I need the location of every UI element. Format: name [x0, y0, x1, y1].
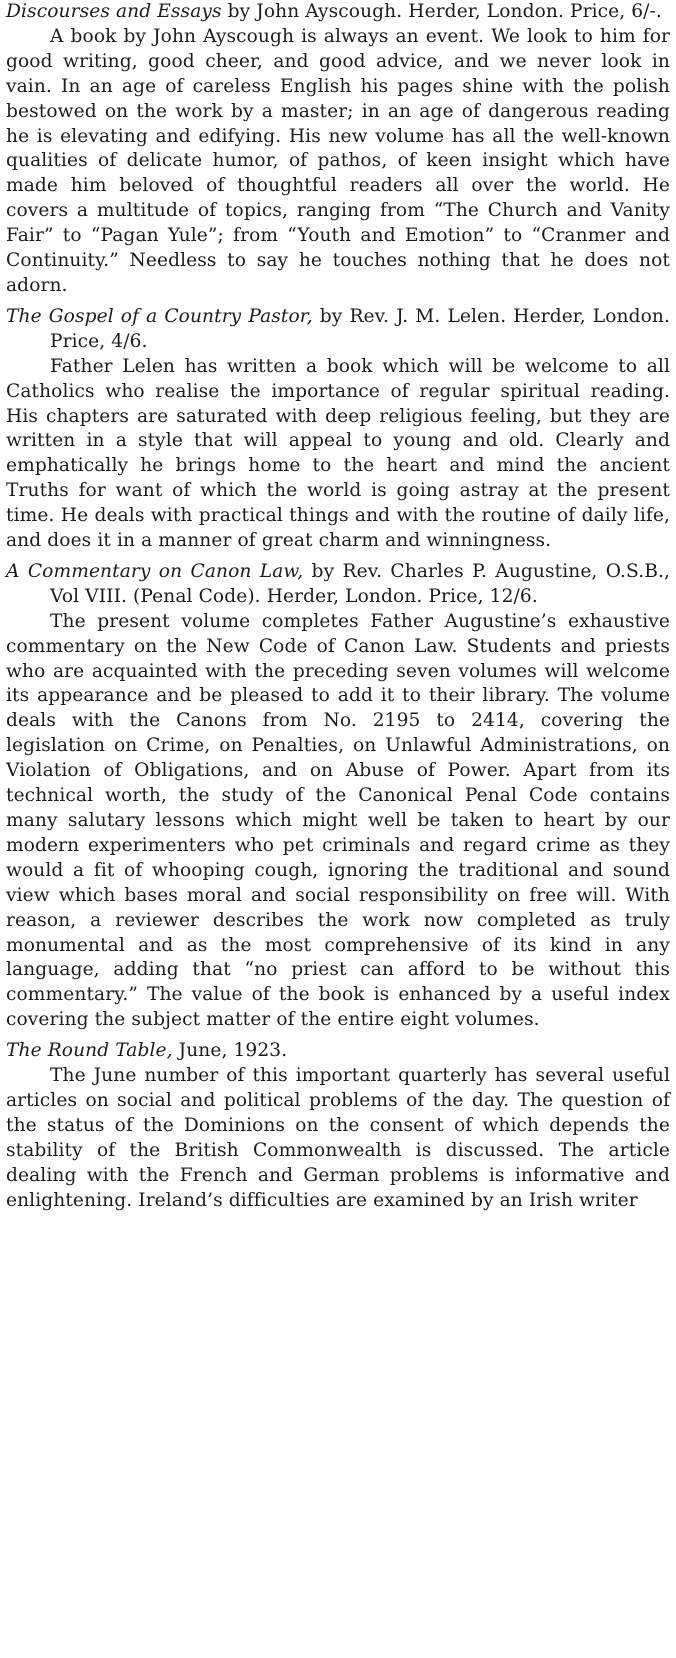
review-gospel-of-a-country-pastor	[6, 305, 670, 554]
review-discourses-and-essays	[6, 0, 670, 299]
review-body: The present volume completes Father Augustine’s exhaustive commentary on the New Code of Canon Law. Students and priests who are acquainted with the preceding seven volumes will welcome its appearance and be pleased to add it to their library. The volume deals with the Canons from No. 2195 to 2414, covering the legislation on Crime, on Penalties, on Unlawful Administrations, on Violation of Obligations, and on Abuse of Power. Apart from its technical worth, the study of the Canonical Penal Code contains many salutary lessons which might well be taken to heart by our modern experimenters who pet criminals and regard crime as they would a fit of whooping cough, ignoring the traditional and sound view which bases moral and social responsibility on free will. With reason, a reviewer describes the work now completed as truly monumental and as the most comprehensive of its kind in any language, adding that “no priest can afford to be without this commentary.” The value of the book is enhanced by a useful index covering the subject matter of the entire eight volumes.	[6, 610, 670, 1031]
book-byline: June, 1923.	[172, 1040, 288, 1062]
review-round-table	[6, 1039, 670, 1213]
book-title: The Gospel of a Country Pastor,	[6, 305, 313, 327]
review-body: The June number of this important quarterly has several useful articles on social and political problems of the day. The question of the status of the Dominions on the consent of which depends the stability of the British Commonwealth is discussed. The article dealing with the French and German problems is informative and enlightening. Ireland’s difficulties are examined by an Irish writer	[6, 1065, 670, 1211]
review-body: Father Lelen has written a book which will be welcome to all Catholics who realise the importance of regular spiritual reading. His chapters are saturated with deep religious feeling, but they are written in a style that will appeal to young and old. Clearly and emphatically he brings home to the heart and mind the ancient Truths for want of which the world is going astray at the present time. He deals with practical things and with the routine of daily life, and does it in a manner of great charm and winningness.	[6, 355, 670, 552]
book-title: The Round Table,	[6, 1040, 173, 1062]
review-body: A book by John Ayscough is always an event. We look to him for good writing, good cheer, and good advice, and we never look in vain. In an age of careless English his pages shine with the polish bestowed on the work by a master; in an age of dangerous reading he is elevating and edifying. His new volume has all the well-known qualities of delicate humor, of pathos, of keen insight which have made him beloved of thoughtful readers all over the world. He covers a multitude of topics, ranging from “The Church and Vanity Fair” to “Pagan Yule”; from “Youth and Emotion” to “Cranmer and Continuity.” Needless to say he touches nothing that he does not adorn.	[6, 25, 670, 296]
review-commentary-on-canon-law	[6, 560, 670, 1033]
book-byline: by Rev. J. M. Lelen. Herder, London. Price, 4/6.	[50, 305, 670, 352]
book-byline: by John Ayscough. Herder, London. Price, 6/-.	[221, 1, 662, 22]
book-title: A Commentary on Canon Law,	[6, 560, 304, 582]
review-heading	[6, 0, 670, 25]
review-heading	[6, 1039, 670, 1064]
book-title: Discourses and Essays	[6, 1, 222, 22]
book-byline: by Rev. Charles P. Augustine, O.S.B., Vol VIII. (Penal Code). Herder, London. Price, 12/6.	[50, 560, 670, 607]
review-heading	[6, 560, 670, 610]
review-heading	[6, 305, 670, 355]
page	[6, 0, 670, 1214]
